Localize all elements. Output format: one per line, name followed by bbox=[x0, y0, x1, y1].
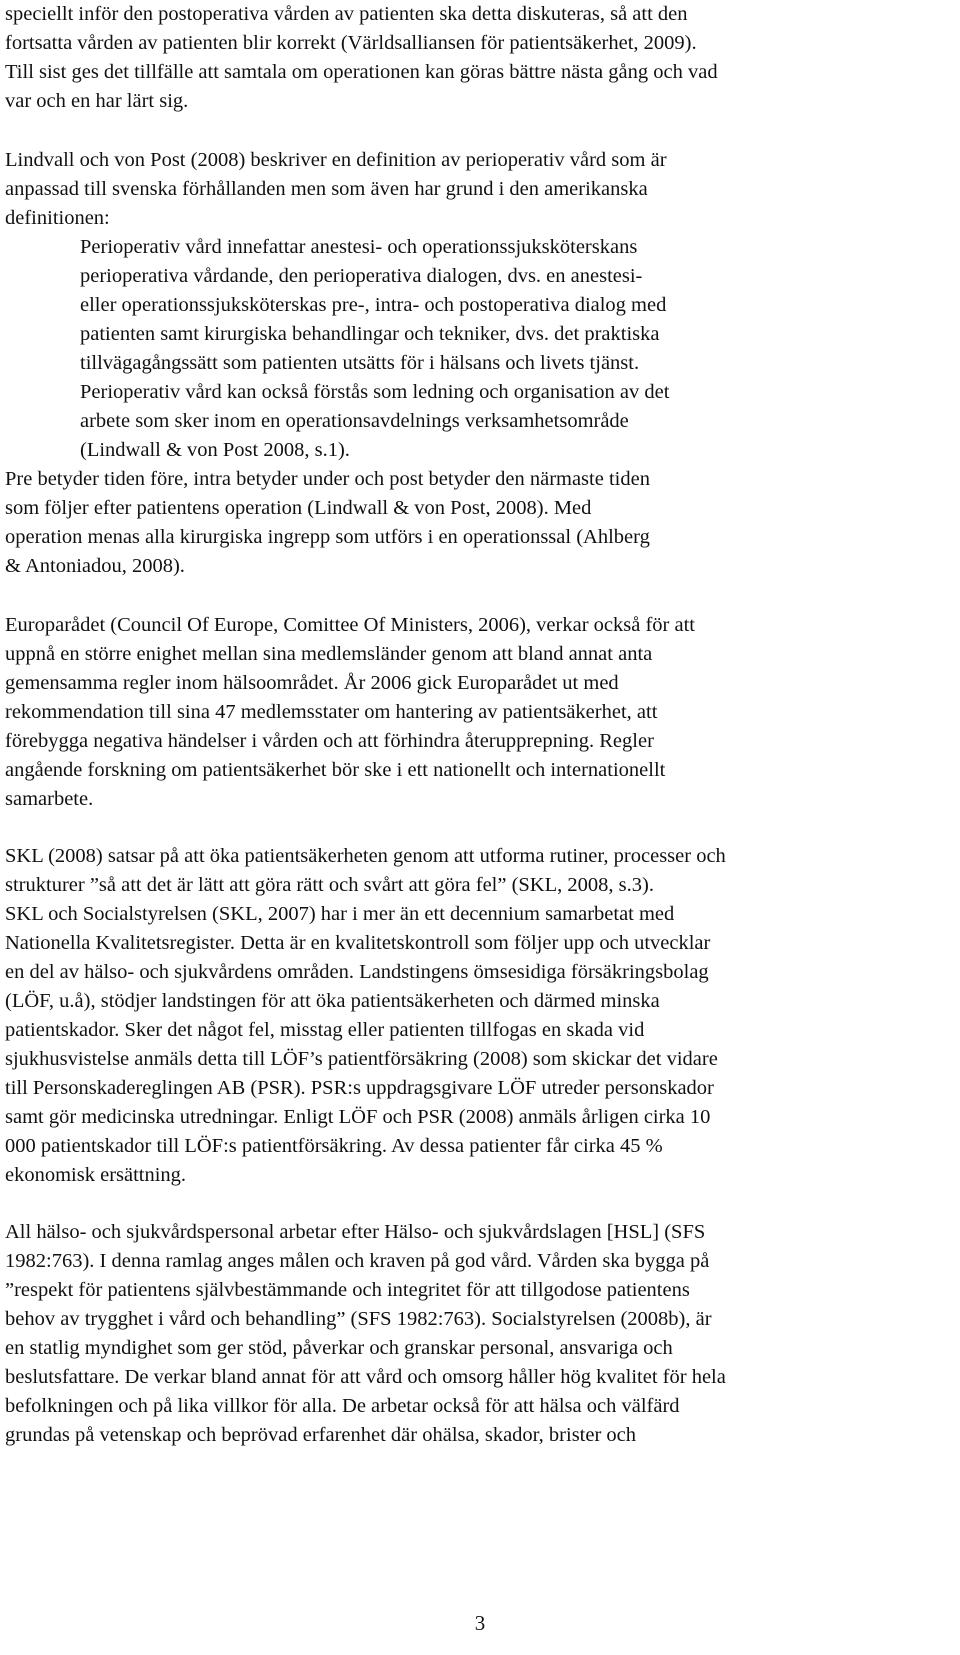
text-line: All hälso- och sjukvårdspersonal arbetar efter Hälso- och sjukvårdslagen [HSL] (SFS bbox=[5, 1221, 706, 1243]
text-line: beslutsfattare. De verkar bland annat för att vård och omsorg håller hög kvalitet för hela bbox=[5, 1366, 726, 1388]
text-line: speciellt inför den postoperativa vården av patienten ska detta diskuteras, så att den bbox=[5, 3, 688, 25]
quote-line: Perioperativ vård kan också förstås som ledning och organisation av det bbox=[80, 381, 670, 403]
quote-line: patienten samt kirurgiska behandlingar och tekniker, dvs. det praktiska bbox=[80, 323, 660, 345]
text-line: (LÖF, u.å), stödjer landstingen för att öka patientsäkerheten och därmed minska bbox=[5, 990, 660, 1012]
text-line: grundas på vetenskap och beprövad erfarenhet där ohälsa, skador, brister och bbox=[5, 1424, 637, 1446]
text-line: ”respekt för patientens självbestämmande och integritet för att tillgodose patientens bbox=[5, 1279, 690, 1301]
text-line: operation menas alla kirurgiska ingrepp som utförs i en operationssal (Ahlberg bbox=[5, 526, 650, 548]
text-line: SKL (2008) satsar på att öka patientsäkerheten genom att utforma rutiner, processer och bbox=[5, 845, 726, 867]
text-line: patientskador. Sker det något fel, misstag eller patienten tillfogas en skada vid bbox=[5, 1019, 645, 1041]
text-line: uppnå en större enighet mellan sina medlemsländer genom att bland annat anta bbox=[5, 643, 653, 665]
text-line: definitionen: bbox=[5, 207, 110, 229]
text-line: till Personskadereglingen AB (PSR). PSR:s uppdragsgivare LÖF utreder personskador bbox=[5, 1077, 714, 1099]
quote-line: eller operationssjuksköterskas pre-, intra- och postoperativa dialog med bbox=[80, 294, 667, 316]
text-line: strukturer ”så att det är lätt att göra rätt och svårt att göra fel” (SKL, 2008, s.3). bbox=[5, 874, 654, 896]
text-line: fortsatta vården av patienten blir korrekt (Världsalliansen för patientsäkerhet, 2009). bbox=[5, 32, 697, 54]
text-line: anpassad till svenska förhållanden men som även har grund i den amerikanska bbox=[5, 178, 648, 200]
quote-line: tillvägagångssätt som patienten utsätts för i hälsans och livets tjänst. bbox=[80, 352, 640, 374]
quote-line: perioperativa vårdande, den perioperativa dialogen, dvs. en anestesi- bbox=[80, 265, 643, 287]
text-line: Europarådet (Council Of Europe, Comittee Of Ministers, 2006), verkar också för att bbox=[5, 614, 695, 636]
text-line: SKL och Socialstyrelsen (SKL, 2007) har i mer än ett decennium samarbetat med bbox=[5, 903, 675, 925]
text-line: befolkningen och på lika villkor för alla. De arbetar också för att hälsa och välfärd bbox=[5, 1395, 680, 1417]
page-number: 3 bbox=[474, 1611, 486, 1635]
block-quote bbox=[80, 233, 920, 465]
paragraph-intro bbox=[5, 0, 920, 116]
quote-line: Perioperativ vård innefattar anestesi- och operationssjuksköterskans bbox=[80, 236, 638, 258]
text-line: Pre betyder tiden före, intra betyder under och post betyder den närmaste tiden bbox=[5, 468, 650, 490]
text-line: behov av trygghet i vård och behandling” (SFS 1982:763). Socialstyrelsen (2008b), är bbox=[5, 1308, 712, 1330]
text-line: en del av hälso- och sjukvårdens områden. Landstingens ömsesidiga försäkringsbolag bbox=[5, 961, 709, 983]
quote-line: (Lindwall & von Post 2008, s.1). bbox=[80, 439, 350, 461]
text-line: Till sist ges det tillfälle att samtala om operationen kan göras bättre nästa gång och vad bbox=[5, 61, 718, 83]
quote-line: arbete som sker inom en operationsavdelnings verksamhetsområde bbox=[80, 410, 629, 432]
text-line: ekonomisk ersättning. bbox=[5, 1164, 187, 1186]
text-line: sjukhusvistelse anmäls detta till LÖF’s patientförsäkring (2008) som skickar det vidare bbox=[5, 1048, 718, 1070]
text-line: rekommendation till sina 47 medlemsstater om hantering av patientsäkerhet, att bbox=[5, 701, 658, 723]
text-line: förebygga negativa händelser i vården och att förhindra återupprepning. Regler bbox=[5, 730, 654, 752]
text-line: som följer efter patientens operation (Lindwall & von Post, 2008). Med bbox=[5, 497, 592, 519]
text-line: gemensamma regler inom hälsoområdet. År 2006 gick Europarådet ut med bbox=[5, 672, 619, 694]
text-line: 1982:763). I denna ramlag anges målen och kraven på god vård. Vården ska bygga på bbox=[5, 1250, 710, 1272]
text-line: angående forskning om patientsäkerhet bör ske i ett nationellt och internationellt bbox=[5, 759, 666, 781]
text-line: samarbete. bbox=[5, 788, 94, 810]
paragraph-hsl bbox=[5, 1218, 920, 1450]
text-line: & Antoniadou, 2008). bbox=[5, 555, 185, 577]
text-line: en statlig myndighet som ger stöd, påverkar och granskar personal, ansvariga och bbox=[5, 1337, 673, 1359]
text-line: samt gör medicinska utredningar. Enligt LÖF och PSR (2008) anmäls årligen cirka 10 bbox=[5, 1106, 711, 1128]
text-line: Lindvall och von Post (2008) beskriver en definition av perioperativ vård som är bbox=[5, 149, 667, 171]
paragraph-pre-intra-post bbox=[5, 465, 920, 581]
paragraph-definition-intro bbox=[5, 146, 920, 233]
paragraph-europaradet bbox=[5, 611, 920, 814]
text-line: 000 patientskador till LÖF:s patientförsäkring. Av dessa patienter får cirka 45 % bbox=[5, 1135, 663, 1157]
text-line: Nationella Kvalitetsregister. Detta är en kvalitetskontroll som följer upp och utvecklar bbox=[5, 932, 711, 954]
paragraph-skl bbox=[5, 842, 920, 1190]
text-line: var och en har lärt sig. bbox=[5, 90, 189, 112]
